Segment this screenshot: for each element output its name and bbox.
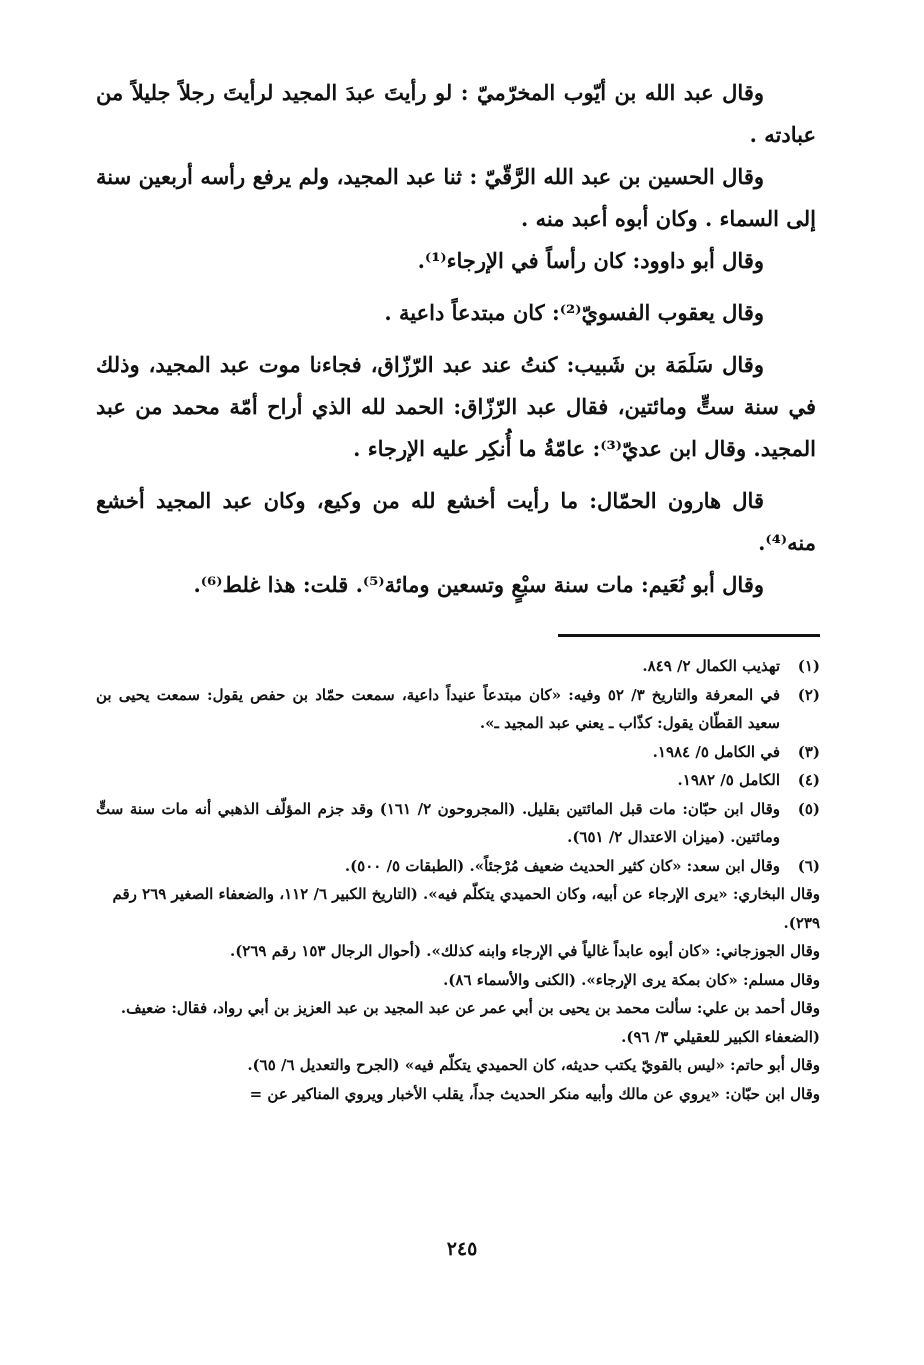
footnotes <box>96 652 820 1108</box>
paragraph: وقال أبو داوود: كان رأساً في الإرجاء⁽¹⁾. <box>417 248 764 273</box>
paragraph: قال هارون الحمّال: ما رأيت أخشع لله من وكيع، وكان عبد المجيد أخشع منه⁽⁴⁾. <box>96 488 816 555</box>
footnote-continuation: وقال أحمد بن علي: سألت محمد بن يحيى بن أبي عمر عن عبد المجيد بن عبد العزيز بن أبي رواد، فقال: ضعيف. (الضعفاء الكبير للعقيلي ٣/ ٩٦). <box>120 999 820 1046</box>
footnote <box>96 766 820 795</box>
footnote <box>96 681 820 738</box>
footnote-text: وقال ابن حبّان: مات قبل المائتين بقليل. (المجروحون ٢/ ١٦١) وقد جزم المؤلّف الذهبي أنه مات سنة ستٍّ ومائتين. (ميزان الاعتدال ٢/ ٦٥١). <box>96 799 780 846</box>
footnote-continuation: وقال الجوزجاني: «كان أبوه عابداً غالياً في الإرجاء وابنه كذلك». (أحوال الرجال ١٥٣ رقم ٢٦٩). <box>229 942 820 960</box>
paragraph: وقال سَلَمَة بن شَبيب: كنتُ عند عبد الرّزّاق، فجاءنا موت عبد المجيد، وذلك في سنة ستٍّ ومائتين، فقال عبد الرّزّاق: الحمد لله الذي أراح أمّة محمد من عبد المجيد. وقال ابن عديّ⁽³⁾: عامّةُ ما أُنكِر عليه الإرجاء . <box>96 352 816 461</box>
footnote-continuation: وقال مسلم: «كان بمكة يرى الإرجاء». (الكنى والأسماء ٨٦). <box>443 970 820 989</box>
main-text <box>96 72 816 606</box>
footnote-text: الكامل ٥/ ١٩٨٢. <box>677 771 780 789</box>
footnote <box>96 852 820 881</box>
paragraph: وقال عبد الله بن أيّوب المخرّميّ : لو رأيتَ عبدَ المجيد لرأيتَ رجلاً جليلاً من عبادته . <box>96 80 816 147</box>
footnote-text: وقال ابن سعد: «كان كثير الحديث ضعيف مُرْجئاً». (الطبقات ٥/ ٥٠٠). <box>344 856 780 875</box>
paragraph: وقال أبو نُعَيم: مات سنة سبْعٍ وتسعين ومائة⁽⁵⁾. قلت: هذا غلط⁽⁶⁾. <box>193 572 764 597</box>
footnote-number: (٥) <box>797 799 820 818</box>
footnote <box>96 795 820 852</box>
paragraph: وقال الحسين بن عبد الله الرَّقّيّ : ثنا عبد المجيد، ولم يرفع رأسه أربعين سنة إلى السماء . وكان أبوه أعبد منه . <box>96 164 816 231</box>
footnote <box>96 652 820 681</box>
footnote-continuation: وقال أبو حاتم: «ليس بالقويّ يكتب حديثه، كان الحميدي يتكلّم فيه» (الجرح والتعديل ٦/ ٦٥). <box>247 1056 820 1074</box>
footnote-continuation: وقال ابن حبّان: «يروي عن مالك وأبيه منكر الحديث جداً، يقلب الأخبار ويروي المناكير عن = <box>249 1084 820 1103</box>
footnote-number: (٦) <box>797 856 820 875</box>
footnote-number: (١) <box>797 657 820 675</box>
footnote-separator <box>558 634 820 637</box>
footnote-number: (٢) <box>797 685 820 704</box>
footnote <box>96 738 820 767</box>
footnote-text: في المعرفة والتاريخ ٣/ ٥٢ وفيه: «كان مبتدعاً عنيداً داعية، سمعت حمّاد بن حفص يقول: سمعت يحيى بن سعيد القطّان يقول: كذّاب ـ يعني عبد المجيد ـ». <box>96 685 781 732</box>
footnote-text: تهذيب الكمال ٢/ ٨٤٩. <box>642 657 780 675</box>
footnote-number: (٤) <box>797 771 820 789</box>
footnote-continuation: وقال البخاري: «يرى الإرجاء عن أبيه، وكان الحميدي يتكلّم فيه». (التاريخ الكبير ٦/ ١١٢، والضعفاء الصغير ٢٦٩ رقم ٢٣٩). <box>112 885 820 932</box>
paragraph: وقال يعقوب الفسويّ⁽²⁾: كان مبتدعاً داعية . <box>384 300 764 325</box>
footnote-text: في الكامل ٥/ ١٩٨٤. <box>652 742 780 761</box>
footnote-number: (٣) <box>797 742 820 761</box>
page-number: ٢٤٥ <box>446 1238 478 1260</box>
